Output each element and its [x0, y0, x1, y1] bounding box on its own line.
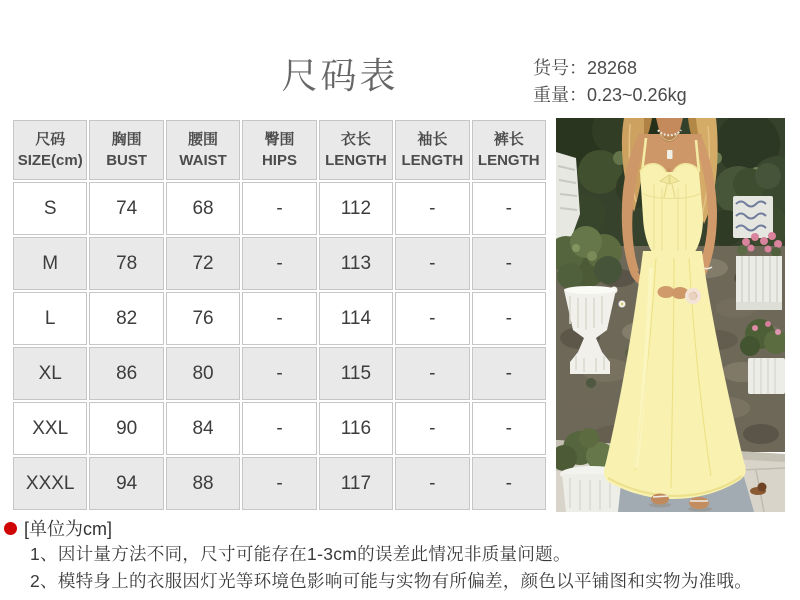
cell-bust: 94: [89, 457, 163, 510]
header-en: HIPS: [261, 152, 297, 169]
header-en: BUST: [106, 152, 148, 169]
cell-hips: -: [242, 347, 316, 400]
cell-waist: 84: [166, 402, 240, 455]
cell-sleeve-length: -: [395, 402, 469, 455]
product-info: [533, 55, 687, 109]
cell-size: XXL: [13, 402, 87, 455]
cell-size: XL: [13, 347, 87, 400]
col-header-size: [13, 120, 87, 180]
col-header-hips: [242, 120, 316, 180]
product-weight: [533, 82, 687, 109]
note-1: 1、因计量方法不同，尺寸可能存在1-3cm的误差此情况非质量问题。: [30, 544, 571, 564]
cell-pants-length: -: [472, 457, 546, 510]
size-table: [11, 118, 548, 512]
cell-size: M: [13, 237, 87, 290]
cell-length: 112: [319, 182, 393, 235]
header-cn: 腰围: [188, 131, 219, 148]
page-title: 尺码表: [281, 55, 399, 96]
header-en: WAIST: [179, 152, 227, 169]
header-row: [13, 120, 546, 180]
cell-sleeve-length: -: [395, 292, 469, 345]
header-cn: 裤长: [493, 131, 524, 148]
table-row-m: [13, 237, 546, 290]
header-cn: 衣长: [340, 131, 371, 148]
table-row-l: [13, 292, 546, 345]
table-row-xl: [13, 347, 546, 400]
cell-length: 114: [319, 292, 393, 345]
table-row-s: [13, 182, 546, 235]
cell-pants-length: -: [472, 347, 546, 400]
header-cn: 胸围: [111, 131, 142, 148]
cell-length: 116: [319, 402, 393, 455]
header-en: LENGTH: [477, 152, 540, 169]
note-2: 2、模特身上的衣服因灯光等环境色影响可能与实物有所偏差，颜色以平铺图和实物为准哦。: [30, 571, 753, 591]
cell-length: 113: [319, 237, 393, 290]
cell-sleeve-length: -: [395, 237, 469, 290]
cell-bust: 78: [89, 237, 163, 290]
col-header-sleeve-length: [395, 120, 469, 180]
cell-bust: 86: [89, 347, 163, 400]
header-en: SIZE(cm): [17, 152, 83, 169]
cell-hips: -: [242, 292, 316, 345]
sku-value: 28268: [587, 58, 638, 78]
cell-bust: 74: [89, 182, 163, 235]
header-en: LENGTH: [325, 152, 387, 169]
weight-value: 0.23~0.26kg: [587, 85, 687, 105]
weight-label: 重量：: [533, 85, 587, 105]
cell-pants-length: -: [472, 182, 546, 235]
red-dot-icon: [4, 522, 17, 535]
cell-waist: 88: [166, 457, 240, 510]
cell-sleeve-length: -: [395, 457, 469, 510]
cell-pants-length: -: [472, 292, 546, 345]
cell-hips: -: [242, 237, 316, 290]
cell-size: S: [13, 182, 87, 235]
cell-pants-length: -: [472, 237, 546, 290]
header-cn: 尺码: [35, 131, 66, 148]
cell-hips: -: [242, 182, 316, 235]
cell-length: 117: [319, 457, 393, 510]
col-header-waist: [166, 120, 240, 180]
cell-size: L: [13, 292, 87, 345]
cell-sleeve-length: -: [395, 182, 469, 235]
cell-sleeve-length: -: [395, 347, 469, 400]
header-cn: 袖长: [417, 131, 448, 148]
unit-note-text: [单位为cm]: [24, 519, 112, 539]
col-header-length: [319, 120, 393, 180]
cell-waist: 72: [166, 237, 240, 290]
col-header-bust: [89, 120, 163, 180]
cell-size: XXXL: [13, 457, 87, 510]
cell-bust: 82: [89, 292, 163, 345]
table-row-xxxl: [13, 457, 546, 510]
unit-note: [4, 517, 112, 539]
cell-waist: 68: [166, 182, 240, 235]
table-row-xxl: [13, 402, 546, 455]
product-sku: [533, 55, 687, 82]
header-en: LENGTH: [401, 152, 464, 169]
cell-hips: -: [242, 402, 316, 455]
cell-hips: -: [242, 457, 316, 510]
cell-waist: 76: [166, 292, 240, 345]
model-photo-illustration: [556, 118, 785, 512]
product-photo: [556, 118, 785, 512]
cell-bust: 90: [89, 402, 163, 455]
cell-pants-length: -: [472, 402, 546, 455]
sku-label: 货号：: [533, 58, 587, 78]
cell-waist: 80: [166, 347, 240, 400]
col-header-pants-length: [472, 120, 546, 180]
header-cn: 臀围: [264, 131, 295, 148]
cell-length: 115: [319, 347, 393, 400]
